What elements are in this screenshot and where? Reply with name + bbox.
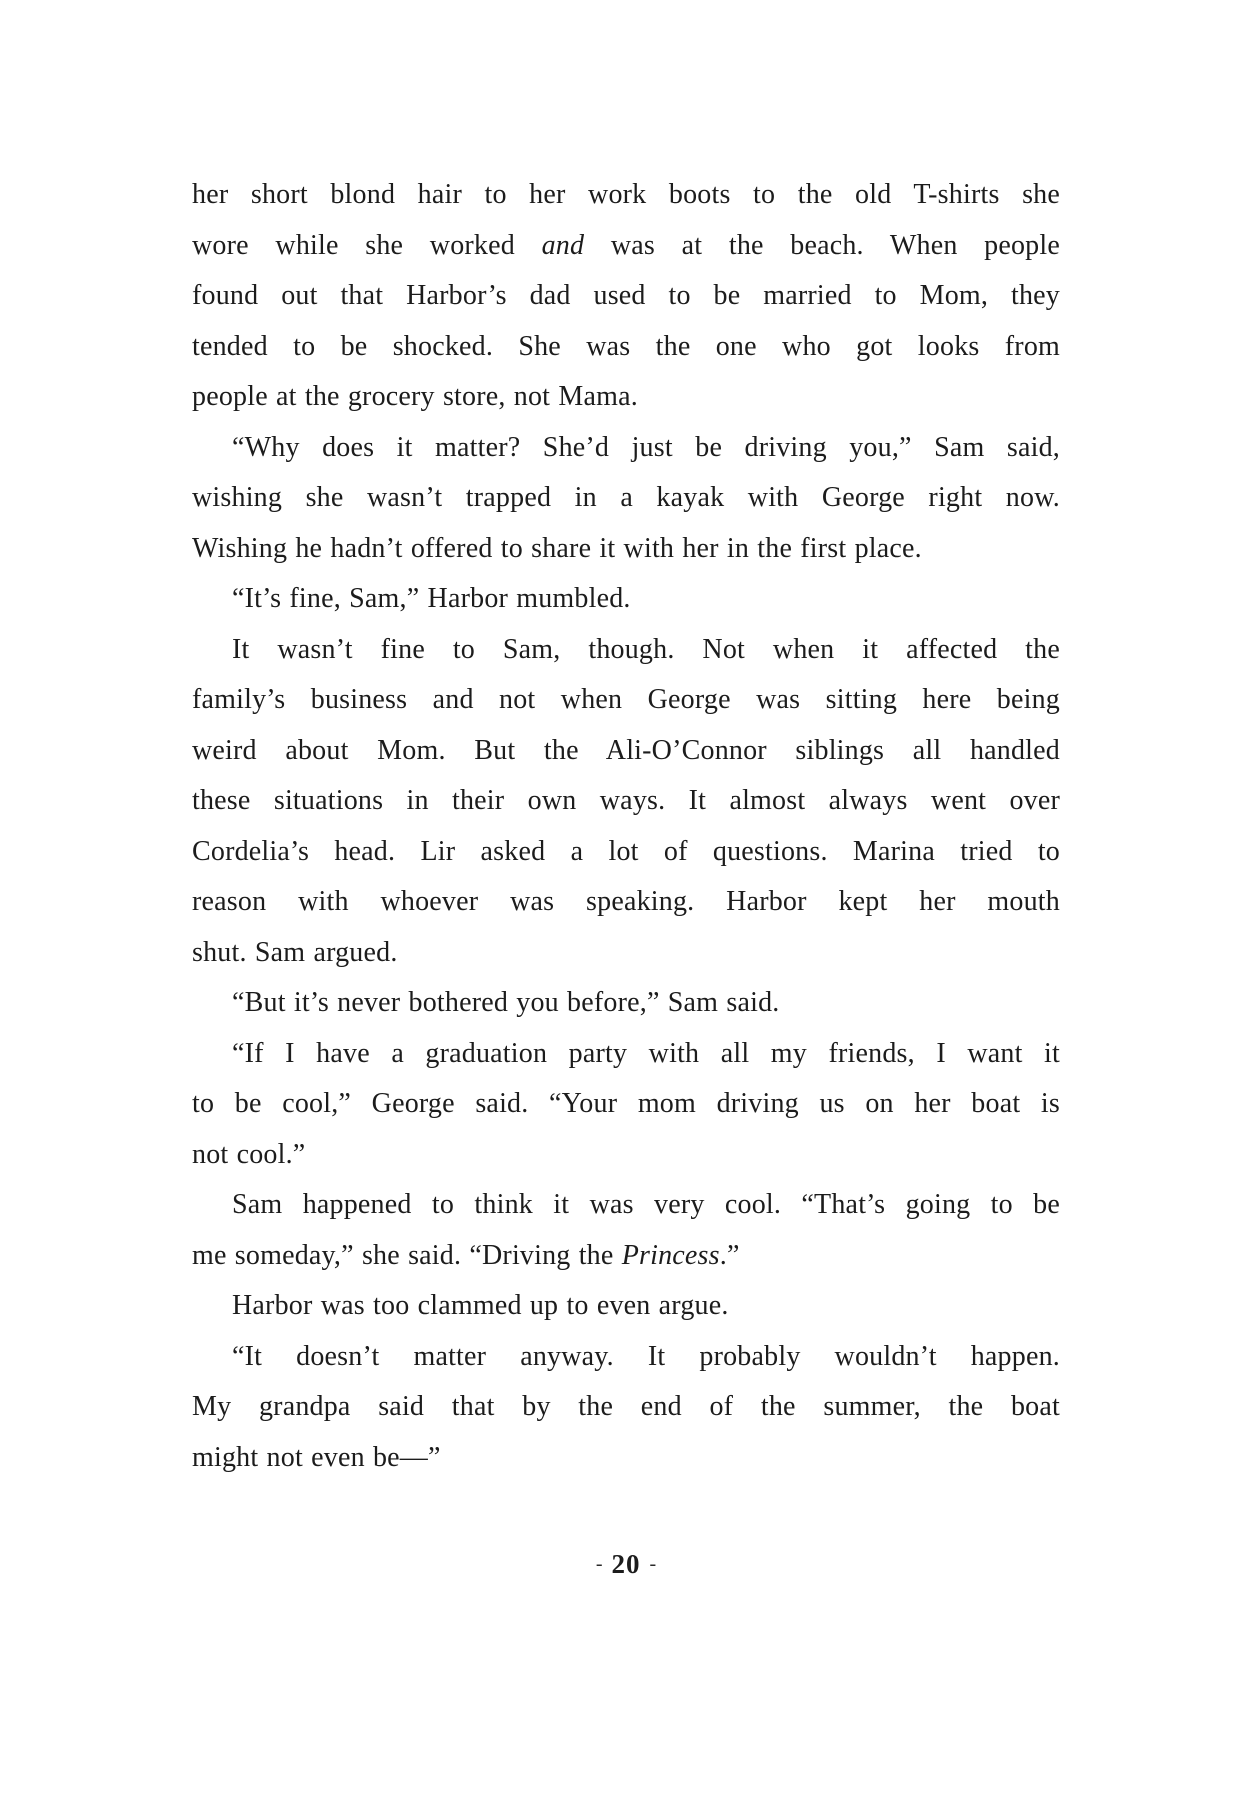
text-line: found out that Harbor’s dad used to be married to Mom, they: [192, 280, 1060, 311]
text-line: “If I have a graduation party with all my friends, I want it: [232, 1037, 1060, 1069]
page-number-dash-right: -: [649, 1553, 657, 1575]
text-line: It wasn’t fine to Sam, though. Not when it affected the: [232, 633, 1060, 665]
text-line: “But it’s never bothered you before,” Sam said.: [232, 987, 780, 1018]
text-line: to be cool,” George said. “Your mom driving us on her boat is: [192, 1088, 1060, 1119]
text-line: My grandpa said that by the end of the summer, the boat: [192, 1391, 1060, 1422]
text-line: her short blond hair to her work boots to the old T-shirts she: [192, 179, 1060, 210]
text-line: reason with whoever was speaking. Harbor kept her mouth: [192, 886, 1060, 917]
text-line: wore while she worked and was at the beach. When people: [192, 229, 1060, 261]
text-line: wishing she wasn’t trapped in a kayak with George right now.: [192, 482, 1060, 513]
text-line: Sam happened to think it was very cool. “That’s going to be: [232, 1189, 1060, 1220]
text-line: weird about Mom. But the Ali-O’Connor siblings all handled: [192, 734, 1060, 766]
text-line: Cordelia’s head. Lir asked a lot of questions. Marina tried to: [192, 835, 1060, 867]
text-line: these situations in their own ways. It almost always went over: [192, 785, 1060, 816]
text-line: family’s business and not when George was sitting here being: [192, 684, 1060, 715]
text-line: not cool.”: [192, 1138, 306, 1170]
text-line: “It’s fine, Sam,” Harbor mumbled.: [232, 583, 631, 614]
text-line: Harbor was too clammed up to even argue.: [232, 1290, 729, 1321]
text-line: shut. Sam argued.: [192, 936, 398, 968]
text-line: might not even be—”: [192, 1441, 441, 1473]
text-line: me someday,” she said. “Driving the Princess.”: [192, 1239, 740, 1271]
text-line: people at the grocery store, not Mama.: [192, 381, 638, 412]
page-number-dash-left: -: [595, 1553, 603, 1575]
page-footer: [0, 1549, 1252, 1580]
page-text: [192, 0, 1060, 1483]
text-line: tended to be shocked. She was the one who got looks from: [192, 330, 1060, 362]
text-line: “Why does it matter? She’d just be driving you,” Sam said,: [232, 431, 1060, 463]
text-line: Wishing he hadn’t offered to share it with her in the first place.: [192, 532, 922, 564]
text-line: “It doesn’t matter anyway. It probably wouldn’t happen.: [232, 1340, 1060, 1372]
page-number: 20: [611, 1549, 641, 1579]
